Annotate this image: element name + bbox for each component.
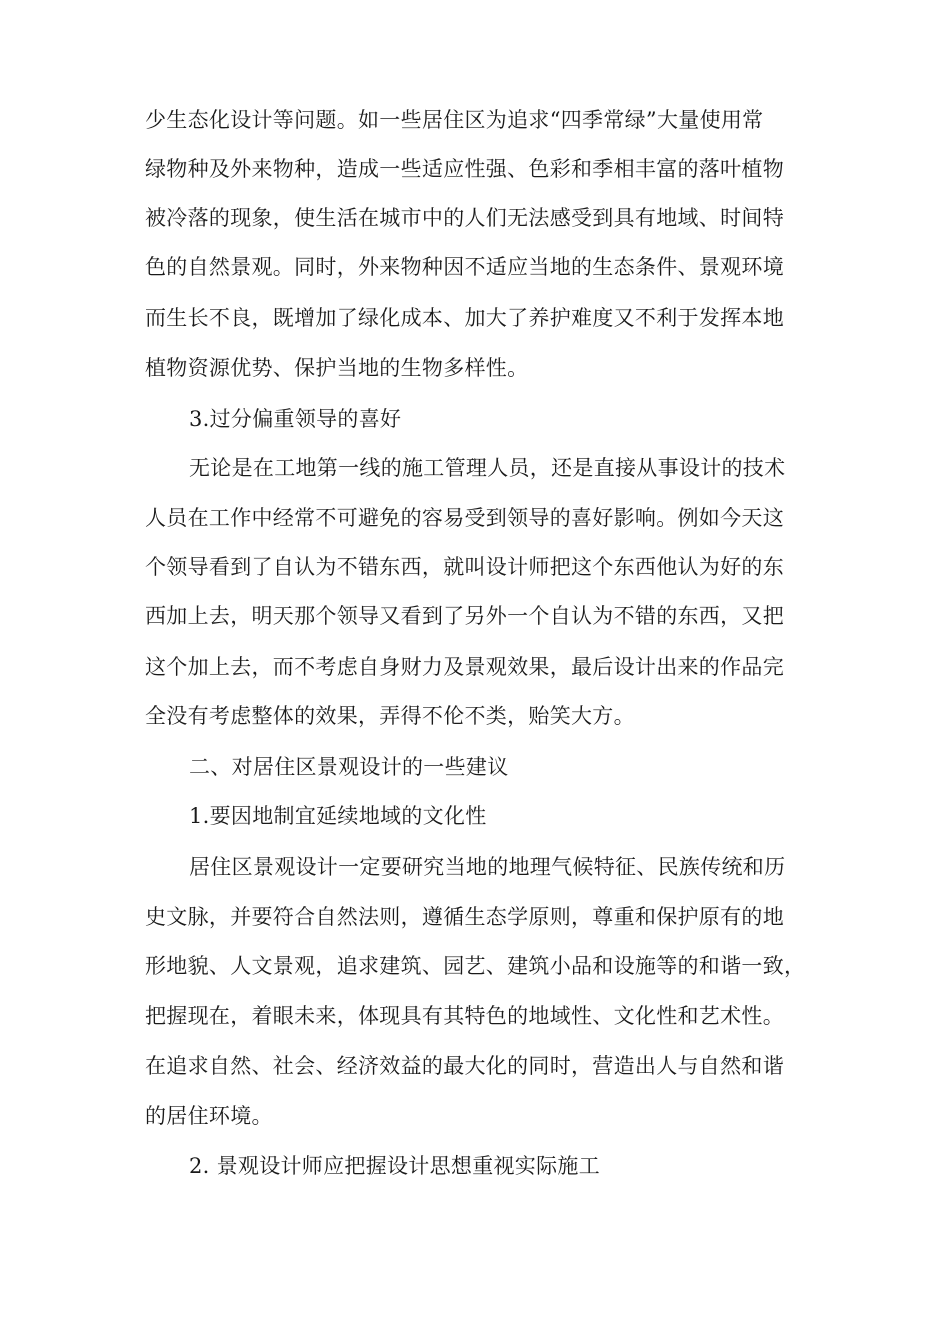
paragraph-line: 无论是在工地第一线的施工管理人员，还是直接从事设计的技术 xyxy=(189,456,786,480)
paragraph-line: 人员在工作中经常不可避免的容易受到领导的喜好影响。例如今天这 xyxy=(145,506,784,530)
paragraph-line: 被冷落的现象，使生活在城市中的人们无法感受到具有地域、时间特 xyxy=(145,206,784,230)
paragraph-line: 史文脉，并要符合自然法则，遵循生态学原则，尊重和保护原有的地 xyxy=(145,905,784,929)
paragraph-line: 居住区景观设计一定要研究当地的地理气候特征、民族传统和历 xyxy=(189,855,786,879)
paragraph-line: 的居住环境。 xyxy=(145,1104,273,1128)
section-heading: 二、对居住区景观设计的一些建议 xyxy=(189,755,509,779)
paragraph-line: 把握现在，着眼未来，体现具有其特色的地域性、文化性和艺术性。 xyxy=(145,1004,784,1028)
paragraph-line: 个领导看到了自认为不错东西，就叫设计师把这个东西他认为好的东 xyxy=(145,555,784,579)
section-heading: 1.要因地制宜延续地域的文化性 xyxy=(189,804,487,828)
paragraph-line: 少生态化设计等问题。如一些居住区为追求“四季常绿”大量使用常 xyxy=(145,108,764,132)
paragraph-line: 形地貌、人文景观，追求建筑、园艺、建筑小品和设施等的和谐一致， xyxy=(145,954,806,978)
paragraph-line: 绿物种及外来物种，造成一些适应性强、色彩和季相丰富的落叶植物 xyxy=(145,157,784,181)
section-heading: 2. 景观设计师应把握设计思想重视实际施工 xyxy=(189,1154,601,1178)
paragraph-line: 而生长不良，既增加了绿化成本、加大了养护难度又不利于发挥本地 xyxy=(145,306,784,330)
paragraph-line: 这个加上去，而不考虑自身财力及景观效果，最后设计出来的作品完 xyxy=(145,655,784,679)
paragraph-line: 在追求自然、社会、经济效益的最大化的同时，营造出人与自然和谐 xyxy=(145,1054,784,1078)
paragraph-line: 西加上去，明天那个领导又看到了另外一个自认为不错的东西，又把 xyxy=(145,604,784,628)
section-heading: 3.过分偏重领导的喜好 xyxy=(189,407,402,431)
paragraph-line: 色的自然景观。同时，外来物种因不适应当地的生态条件、景观环境 xyxy=(145,255,784,279)
paragraph-line: 全没有考虑整体的效果，弄得不伦不类，贻笑大方。 xyxy=(145,704,635,728)
paragraph-line: 植物资源优势、保护当地的生物多样性。 xyxy=(145,356,529,380)
